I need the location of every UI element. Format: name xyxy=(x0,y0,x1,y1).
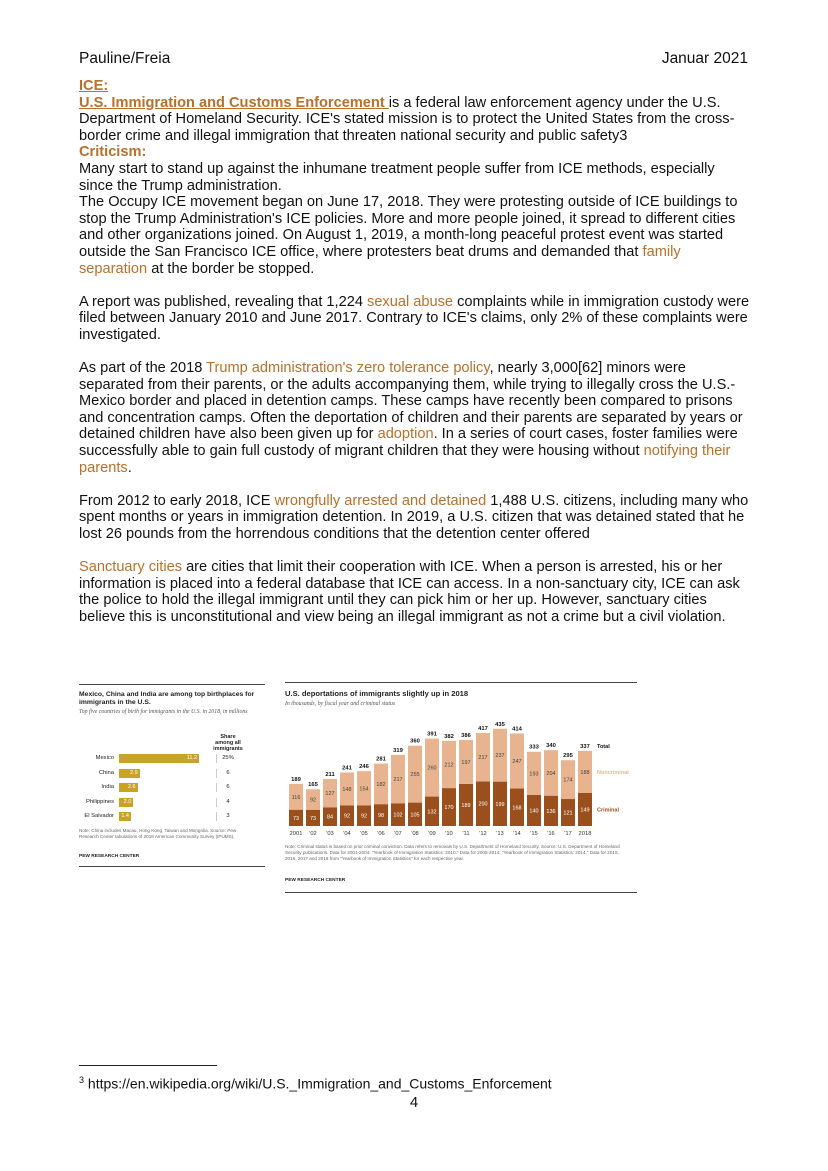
bar: 1.4 xyxy=(119,812,131,821)
total-value: 337 xyxy=(580,743,590,750)
criminal-value: 149 xyxy=(580,807,590,814)
total-value: 340 xyxy=(546,743,556,750)
chart-source: PEW RESEARCH CENTER xyxy=(285,878,346,883)
noncriminal-value: 116 xyxy=(291,794,301,801)
notifying-parents-link[interactable]: notifying their parents xyxy=(79,443,731,476)
chart-row xyxy=(79,783,265,793)
total-value: 414 xyxy=(512,726,522,733)
paragraph-separation: As part of the 2018 Trump administration's zero tolerance policy, nearly 3,000[62] minors were separated from their parents, or the adults accompanying them, while trying to illegally cross the U.S.-Mexico border and placed in detention camps. These camps have recently been compared to prisons and concentration camps. Often the deportation of children and their parents are separated by years or detained children have also been given up for adoption. In a series of court cases, foster families were successfully able to gain full custody of migrant children that they were housing without notifying their parents. xyxy=(79,360,743,476)
share-value: 3 xyxy=(216,812,239,821)
criminal-value: 170 xyxy=(444,805,454,812)
category-label: Philippines xyxy=(85,798,114,805)
x-tick-label: '06 xyxy=(377,831,385,837)
x-tick-label: 2001 xyxy=(289,831,303,837)
chart-title: Mexico, China and India are among top birthplaces for immigrants in the U.S. xyxy=(79,691,255,706)
x-tick-label: '08 xyxy=(411,831,419,837)
paragraph-occupy: The Occupy ICE movement began on June 17, 2018. They were protesting outside of ICE buildings to stop the Trump Administration's ICE policies. More and more people joined, it spread to different cities and other organizations joined. On August 1, 2019, a month-long peaceful protest event was started outside the San Francisco ICE office, where protesters beat drums and demanded that family separation at the border be stopped. xyxy=(79,194,738,277)
criminal-value: 189 xyxy=(461,802,471,809)
total-value: 360 xyxy=(410,738,420,745)
noncriminal-value: 212 xyxy=(444,762,454,769)
page-number: 4 xyxy=(409,1094,419,1111)
total-value: 189 xyxy=(291,776,301,783)
criminal-value: 136 xyxy=(546,808,556,815)
criminal-value: 98 xyxy=(377,813,385,820)
share-value: 6 xyxy=(216,769,239,778)
x-tick-label: '15 xyxy=(530,831,538,837)
criminal-value: 73 xyxy=(309,815,317,822)
noncriminal-value: 217 xyxy=(393,777,403,784)
criminal-value: 132 xyxy=(427,809,437,816)
noncriminal-value: 193 xyxy=(529,771,539,778)
criminal-value: 92 xyxy=(360,813,368,820)
noncriminal-value: 260 xyxy=(427,765,437,772)
total-value: 281 xyxy=(376,756,386,763)
x-tick-label: '10 xyxy=(445,831,453,837)
criminal-value: 84 xyxy=(326,814,334,821)
criminal-value: 121 xyxy=(563,810,573,817)
noncriminal-value: 174 xyxy=(563,777,573,784)
criminal-value: 92 xyxy=(343,813,351,820)
noncriminal-legend: Noncriminal xyxy=(597,769,629,776)
criminal-value: 105 xyxy=(410,812,420,819)
paragraph-sanctuary: Sanctuary cities are cities that limit their cooperation with ICE. When a person is arrested, his or her information is placed into a federal database that ICE can access. In a non-sanctuary city, ICE can ask the police to hold the illegal immigrant until they can pick him or her up. However, sanctuary cities believe this is unconstitutional and view being an illegal immigrant as not a crime but a civil violation. xyxy=(79,559,740,625)
category-label: China xyxy=(98,769,114,776)
family-separation-link[interactable]: family separation xyxy=(79,243,681,277)
total-legend: Total xyxy=(597,743,610,750)
total-value: 211 xyxy=(325,771,335,778)
x-tick-label: '16 xyxy=(547,831,555,837)
paragraph-abuse: A report was published, revealing that 1,224 sexual abuse complaints while in immigration custody were filed between January 2010 and June 2017. Contrary to ICE's claims, only 2% of these complaints were investigated. xyxy=(79,293,750,343)
chart-subtitle: In thousands, by fiscal year and criminal status xyxy=(285,701,396,707)
category-label: India xyxy=(101,784,114,790)
footnote-url[interactable]: https://en.wikipedia.org/wiki/U.S._Immigration_and_Customs_Enforcement xyxy=(84,1075,552,1092)
criticism-heading: Criticism: xyxy=(79,144,147,161)
noncriminal-value: 247 xyxy=(512,758,522,765)
noncriminal-value: 204 xyxy=(546,770,556,777)
header-date: Januar 2021 xyxy=(661,50,748,67)
noncriminal-value: 217 xyxy=(478,755,488,762)
total-value: 333 xyxy=(529,744,539,751)
intro-text: is a federal law enforcement agency under the U.S. Department of Homeland Security. ICE's stated mission is to protect the United States from the cross-border crime and illegal immigration that threaten national security and public safety3 xyxy=(79,94,735,144)
share-value: 25% xyxy=(216,754,239,763)
birthplaces-chart xyxy=(79,684,265,859)
footnote: $^3$ https://en.wikipedia.org/wiki/U.S._Immigration_and_Customs_Enforcement xyxy=(79,1075,552,1092)
x-tick-label: '14 xyxy=(513,831,521,837)
bar: 2.9 xyxy=(119,769,140,778)
x-tick-label: '11 xyxy=(462,831,470,837)
zero-tolerance-link[interactable]: Trump administration's zero tolerance policy xyxy=(206,360,490,377)
bar: 11.2 xyxy=(119,754,199,763)
deportations-bars xyxy=(285,712,637,842)
criminal-value: 73 xyxy=(292,815,300,822)
noncriminal-value: 237 xyxy=(495,753,505,760)
share-header: Share among all immigrants xyxy=(213,734,243,752)
paragraph-wrongful-arrests: From 2012 to early 2018, ICE wrongfully arrested and detained 1,488 U.S. citizens, including many who spent months or years in immigration detention. In 2019, a U.S. citizen that was detained stated that he lost 26 pounds from the horrendous conditions that the detention center offered xyxy=(79,492,749,543)
share-value: 6 xyxy=(216,783,239,792)
chart-note: Note: Criminal status is based on prior criminal conviction. Data refers to removals by U.S. Department of Homeland Security. Source: U.S. Department of Homeland Security publications. Data for 2001-2004: "Yearbook of Immigration Statistics: 2010." Data for 2005-2014: "Yearbook of Immigration Statistics: 2014." Data for 2015, 2016, 2017 and 2018 from "Yearbook of Immigration Statistics" for each respective year. xyxy=(285,844,620,861)
noncriminal-value: 255 xyxy=(410,772,420,779)
total-value: 382 xyxy=(444,733,454,740)
noncriminal-value: 182 xyxy=(376,781,386,788)
noncriminal-value: 197 xyxy=(461,759,471,766)
chart-note: Note: China includes Macau, Hong Kong, Taiwan and Mongolia. Source: Pew Research Center tabulations of 2018 American Community Survey (IPUMS). xyxy=(79,828,237,839)
chart-row xyxy=(79,798,265,808)
total-value: 241 xyxy=(342,765,352,772)
ice-heading: ICE: xyxy=(79,78,109,94)
share-value: 4 xyxy=(216,798,239,807)
total-value: 386 xyxy=(461,732,471,739)
x-tick-label: '17 xyxy=(564,831,572,837)
total-value: 165 xyxy=(308,782,318,789)
x-tick-label: '13 xyxy=(496,831,504,837)
noncriminal-value: 92 xyxy=(309,797,317,804)
criminal-value: 168 xyxy=(512,805,522,812)
document-body xyxy=(79,78,751,626)
criminal-value: 102 xyxy=(393,812,403,819)
chart-row xyxy=(79,754,265,764)
criminal-value: 140 xyxy=(529,808,539,815)
total-value: 246 xyxy=(359,764,369,771)
noncriminal-value: 148 xyxy=(342,786,352,793)
deportations-chart xyxy=(285,682,637,883)
noncriminal-value: 127 xyxy=(325,791,335,798)
x-tick-label: '05 xyxy=(360,831,368,837)
x-tick-label: 2018 xyxy=(578,831,592,837)
noncriminal-value: 188 xyxy=(580,769,590,776)
total-value: 319 xyxy=(393,747,403,754)
x-tick-label: '03 xyxy=(326,831,334,837)
wrongful-arrest-link[interactable]: wrongfully arrested and detained xyxy=(274,492,487,509)
total-value: 295 xyxy=(563,753,573,760)
bar: 2.0 xyxy=(119,798,133,807)
total-value: 391 xyxy=(427,731,437,738)
chart-subtitle: Top five countries of birth for immigrants in the U.S. in 2018, in millions xyxy=(79,709,248,715)
x-tick-label: '04 xyxy=(343,831,351,837)
criminal-value: 200 xyxy=(478,801,488,808)
header-author: Pauline/Freia xyxy=(79,50,171,67)
x-tick-label: '02 xyxy=(309,831,317,837)
chart-source: PEW RESEARCH CENTER xyxy=(79,854,140,859)
paragraph-1: Many start to stand up against the inhumane treatment people suffer from ICE methods, especially since the Trump administration. xyxy=(79,160,715,194)
sanctuary-cities-link[interactable]: Sanctuary cities xyxy=(79,559,183,576)
x-tick-label: '12 xyxy=(479,831,487,837)
noncriminal-value: 154 xyxy=(359,786,369,793)
ice-wiki-link[interactable]: U.S. Immigration and Customs Enforcement xyxy=(79,94,389,111)
chart-row xyxy=(79,769,265,779)
adoption-link[interactable]: adoption xyxy=(377,426,434,443)
bar: 2.6 xyxy=(119,783,138,792)
chart-row xyxy=(79,812,265,822)
x-tick-label: '09 xyxy=(428,831,436,837)
x-tick-label: '07 xyxy=(394,831,402,837)
total-value: 417 xyxy=(478,726,488,733)
category-label: El Salvador xyxy=(84,813,114,819)
total-value: 435 xyxy=(495,721,505,728)
category-label: Mexico xyxy=(95,755,114,761)
sexual-abuse-link[interactable]: sexual abuse xyxy=(367,293,454,310)
chart-title: U.S. deportations of immigrants slightly up in 2018 xyxy=(285,689,469,698)
criminal-legend: Criminal xyxy=(597,807,620,814)
criminal-value: 199 xyxy=(495,801,505,808)
